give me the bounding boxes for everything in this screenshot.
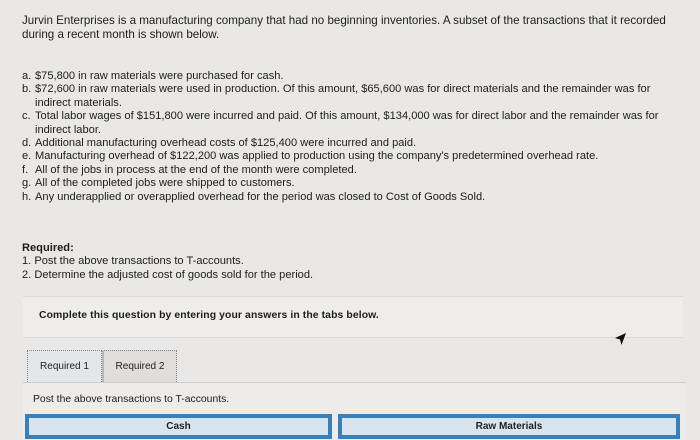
instruction-text: Complete this question by entering your answers in the tabs below. — [39, 310, 379, 321]
item-text: $75,800 in raw materials were purchased for cash. — [35, 70, 284, 82]
tab-required-1[interactable]: Required 1 — [27, 350, 102, 382]
item-text: All of the jobs in process at the end of the month were completed. — [35, 163, 357, 176]
item-text: Manufacturing overhead of $122,200 was applied to production using the company's predetermined overhead rate. — [35, 150, 599, 163]
list-item — [22, 110, 682, 137]
item-letter: f. — [22, 163, 29, 176]
list-item — [22, 164, 682, 177]
required-heading: Required: — [22, 242, 74, 254]
item-letter: d. — [22, 137, 32, 150]
required-item: 1. Post the above transactions to T-accounts. — [22, 255, 244, 268]
item-letter: g. — [22, 177, 32, 190]
item-letter: b. — [22, 83, 32, 96]
tab-bar — [27, 350, 177, 382]
item-text: Total labor wages of $151,800 were incurred and paid. Of this amount, $134,000 was for direct labor and the remainder was for indirect labor. — [35, 110, 659, 136]
item-text: Any underapplied or overapplied overhead for the period was closed to Cost of Goods Sold. — [35, 190, 486, 203]
list-item — [22, 150, 682, 163]
item-letter: e. — [22, 150, 32, 163]
item-letter: h. — [22, 190, 32, 203]
list-item — [22, 83, 682, 110]
t-account-cash — [25, 414, 332, 439]
instruction-box — [23, 296, 683, 338]
required-item: 2. Determine the adjusted cost of goods sold for the period. — [22, 268, 314, 281]
item-text: $72,600 in raw materials were used in production. Of this amount, $65,600 was for direct materials and the remainder was for indirect materials. — [35, 83, 651, 109]
tab-required-2[interactable]: Required 2 — [102, 350, 177, 382]
list-item — [22, 137, 682, 150]
t-account-raw-materials — [338, 414, 680, 439]
list-item — [22, 191, 682, 204]
item-letter: c. — [22, 110, 31, 123]
mouse-pointer-icon — [612, 331, 628, 347]
problem-intro: Jurvin Enterprises is a manufacturing company that had no beginning inventories. A subset of the transactions that it recorded during a recent month is shown below. — [22, 14, 666, 41]
list-item — [22, 70, 682, 83]
transaction-list — [22, 70, 682, 204]
t-account-header: Raw Materials — [342, 418, 676, 435]
list-item — [22, 177, 682, 190]
t-account-header: Cash — [29, 418, 328, 435]
required-section — [22, 242, 622, 282]
tab-prompt: Post the above transactions to T-accounts. — [33, 394, 230, 405]
item-text: Additional manufacturing overhead costs of $125,400 were incurred and paid. — [35, 137, 417, 150]
item-text: All of the completed jobs were shipped to customers. — [35, 177, 295, 190]
item-letter: a. — [22, 70, 32, 82]
